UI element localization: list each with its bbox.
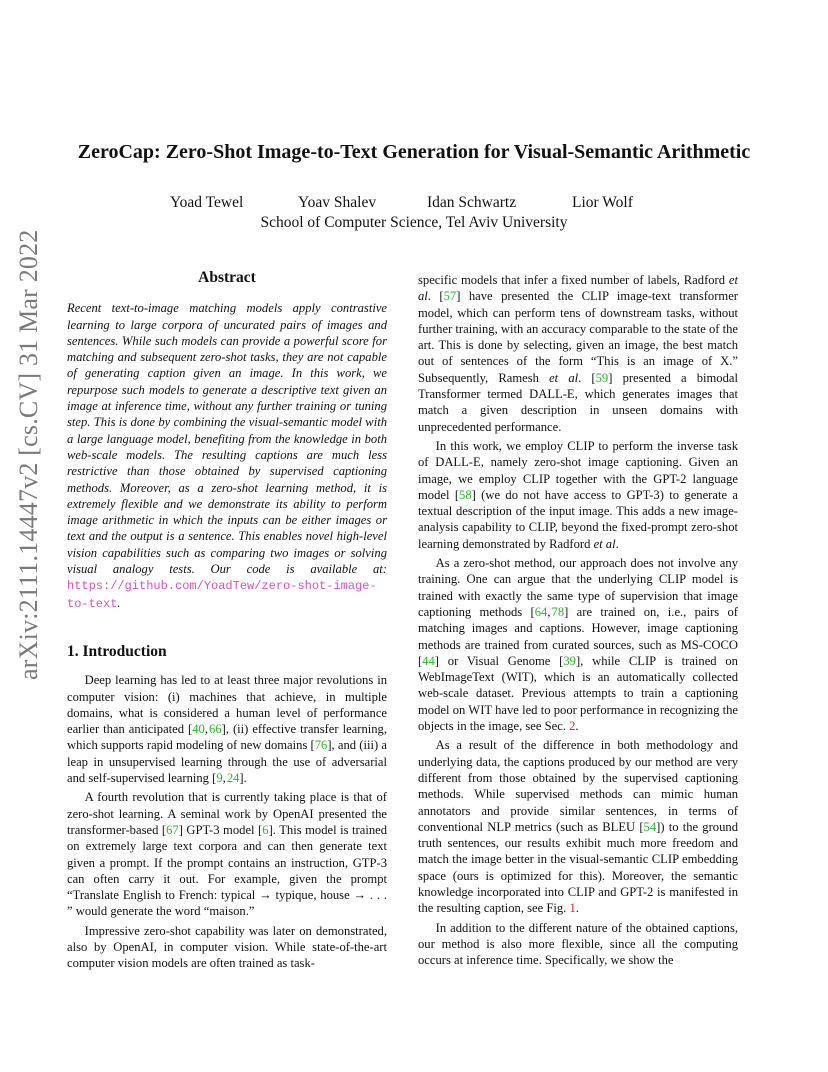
abstract-heading: Abstract [198,269,256,286]
citation-link[interactable]: 6 [262,822,269,837]
section-heading-introduction: 1. Introduction [67,642,167,660]
paragraph: specific models that infer a fixed number of labels, Radford et al. [57] have presented the CLIP image-text transformer model, which can perform tens of downstream tasks, without further training, with an accuracy comparable to the state of the art. This is done by selecting, given an image, the best match out of sentences of the form “This is an image of X.” Subsequently, Ramesh et al. [59] presented a bimodal Transformer termed DALL-E, which generates images that match a given description in unseen domains with unprecedented performance. [418,273,738,434]
citation-link[interactable]: 64 [534,604,548,619]
author-name: Lior Wolf [572,194,633,211]
paragraph: As a zero-shot method, our approach does not involve any training. One can argue that the underlying CLIP model is trained with exactly the same type of supervision that image captioning methods [64, 78] are trained on, i.e., pairs of matching images and captions. However, image captioning methods are trained from curated sources, such as MS-COCO [44] or Visual Genome [39], while CLIP is trained on WebImageText (WIT), which is an automatically collected web-scale dataset. Previous attempts to train a captioning model on WIT have led to poor performance in recognizing the objects in the image, see Sec. 2. [418,556,739,734]
citation-link[interactable]: 54 [643,819,657,834]
citation-link[interactable]: 76 [314,738,328,753]
citation-link[interactable]: 40 [192,722,205,737]
author-name: Yoav Shalev [298,194,377,211]
right-column [418,272,738,971]
paragraph: In addition to the different nature of the obtained captions, our method is also more flexible, since all the computing occurs at inference time. Specifically, we show the [418,920,738,968]
citation-link[interactable]: 57 [443,289,457,304]
paper-title: ZeroCap: Zero-Shot Image-to-Text Generation for Visual-Semantic Arithmetic [77,141,751,163]
figure-reference-link[interactable]: 1 [569,901,576,916]
citation-link[interactable]: 24 [226,771,240,786]
citation-link[interactable]: 78 [551,604,565,619]
citation-link[interactable]: 59 [595,370,609,385]
affiliation: School of Computer Science, Tel Aviv University [260,214,568,231]
abstract-text: Recent text-to-image matching models apply contrastive learning to large corpora of uncurated pairs of images and sentences. While such models can provide a powerful score for matching and subsequent zero-shot tasks, they are not capable of generating caption given an image. In this work, we repurpose such models to generate a descriptive text given an image at inference time, without any further training or tuning step. This is done by combining the visual-semantic model with a large language model, benefiting from the knowledge in both web-scale models. The resulting captions are much less restrictive than those obtained by supervised captioning methods. Moreover, as a zero-shot learning method, it is extremely flexible and we demonstrate its ability to perform image arithmetic in which the inputs can be either images or text and the output is a sentence. This enables novel high-level vision capabilities such as comparing two images or solving visual analogy tests. Our code is available at: https://github.com/YoadTew/zero-shot-image-to-text. [67,301,387,611]
left-column [67,270,387,975]
paragraph: A fourth revolution that is currently taking place is that of zero-shot learning. A seminal work by OpenAI presented the transformer-based [67] GPT-3 model [6]. This model is trained on extremely large text corpora and can then generate text given a prompt. If the prompt contains an instruction, GTP-3 can often carry it out. For example, given the prompt “Translate English to French: typical → typique, house → . . . ” would generate the word “maison.” [67,790,388,919]
code-link[interactable]: https://github.com/YoadTew/zero-shot-image-to-text [67,579,377,611]
citation-link[interactable]: 39 [563,653,576,668]
author-name: Idan Schwartz [427,194,517,211]
paragraph: In this work, we employ CLIP to perform the inverse task of DALL-E, namely zero-shot image captioning. Given an image, we employ CLIP together with the GPT-2 language model [58] (we do not have access to GPT-3) to generate a textual description of the input image. This adds a new image-analysis capability to CLIP, beyond the fixed-prompt zero-shot learning demonstrated by Radford et al. [418,438,738,551]
author-name: Yoad Tewel [170,194,244,211]
paragraph: Deep learning has led to at least three major revolutions in computer vision: (i) machines that achieve, in multiple domains, what is considered a human level of performance earlier than anticipated [40, 66], (ii) effective transfer learning, which supports rapid modeling of new domains [76], and (iii) a leap in unsupervised learning through the use of adversarial and self-supervised learning [9, 24]. [67,673,387,786]
paragraph: Impressive zero-shot capability was later on demonstrated, also by OpenAI, in computer vision. While state-of-the-art computer vision models are often trained as task- [67,923,387,971]
section-reference-link[interactable]: 2 [569,719,576,734]
citation-link[interactable]: 67 [166,822,179,837]
paragraph: As a result of the difference in both methodology and underlying data, the captions produced by our method are very different from those obtained by the supervised captioning methods. While supervised methods can mimic human annotators and provide similar sentences, in terms of conventional NLP metrics (such as BLEU [54]) to the ground truth sentences, our results exhibit much more freedom and match the image better in the visual-semantic CLIP embedding space (ours is optimized for this). Moreover, the semantic knowledge incorporated into CLIP and GPT-2 is manifested in the resulting caption, see Fig. 1. [418,738,738,916]
citation-link[interactable]: 58 [459,487,472,502]
arxiv-identifier: arXiv:2111.14447v2 [cs.CV] 31 Mar 2022 [14,229,43,680]
citation-link[interactable]: 66 [209,722,222,737]
citation-link[interactable]: 9 [216,771,223,786]
citation-link[interactable]: 44 [422,653,435,668]
